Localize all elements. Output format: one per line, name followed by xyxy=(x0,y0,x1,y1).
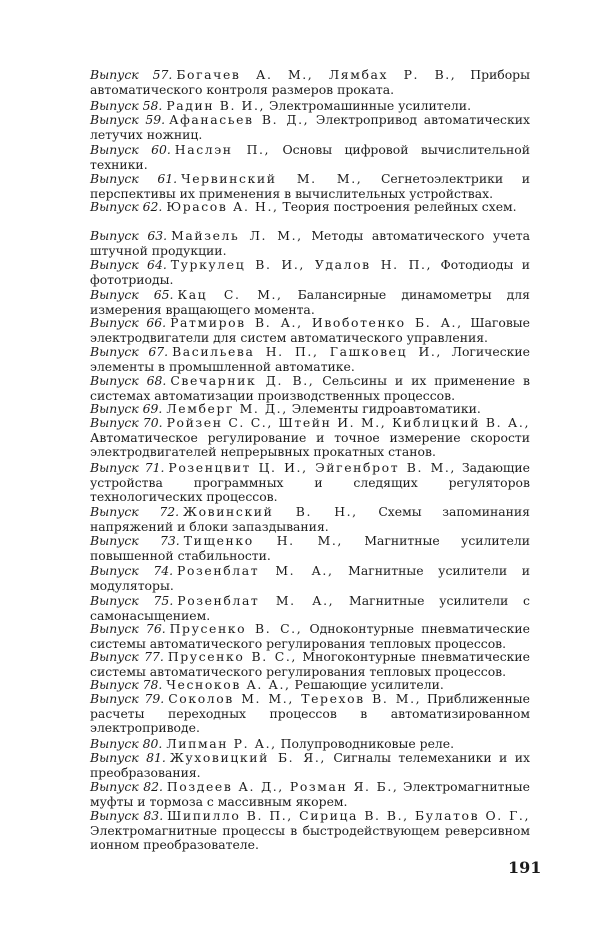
title: Приближенные расчеты переходных процессов в автоматизированном электроприводе. xyxy=(90,691,530,735)
bibliography-entry-76 xyxy=(90,622,530,651)
authors: Прусенко В. С., xyxy=(169,621,303,636)
title: Электромагнитные процессы в быстродействующем реверсивном ионном преобразователе. xyxy=(90,822,530,852)
issue-number: Выпуск 59. xyxy=(90,112,166,127)
title: Теория построения релейных схем. xyxy=(282,199,517,214)
authors: Чесноков А. А., xyxy=(166,677,291,692)
bibliography-entry-61 xyxy=(90,172,530,201)
authors: Липман Р. А., xyxy=(166,736,277,751)
issue-number: Выпуск 61. xyxy=(90,171,178,186)
issue-number: Выпуск 57. xyxy=(90,67,173,82)
authors: Ратмиров В. А., Ивоботенко Б. А., xyxy=(170,315,463,330)
bibliography-entry-73 xyxy=(90,534,530,563)
bibliography-entry-77 xyxy=(90,650,530,679)
authors: Розенблат М. А., xyxy=(177,563,334,578)
title: Методы автоматического учета штучной продукции. xyxy=(90,228,530,258)
bibliography-entry-83 xyxy=(90,809,530,853)
authors: Розенблат М. А., xyxy=(177,593,335,608)
issue-number: Выпуск 80. xyxy=(90,736,163,751)
title: Шаговые электродвигатели для систем автоматического управления. xyxy=(90,315,530,345)
authors: Шипилло В. П., Сирица В. В., Булатов О. Г., xyxy=(167,808,530,823)
authors: Наслэн П., xyxy=(174,142,271,157)
authors: Поздеев А. Д., Розман Я. Б., xyxy=(166,779,399,794)
title: Решающие усилители. xyxy=(294,677,444,692)
issue-number: Выпуск 77. xyxy=(90,649,164,664)
title: Элементы гидроавтоматики. xyxy=(291,401,481,416)
bibliography-entry-64 xyxy=(90,258,530,287)
title: Электромашинные усилители. xyxy=(269,98,472,113)
issue-number: Выпуск 81. xyxy=(90,750,166,765)
bibliography-entry-59 xyxy=(90,113,530,142)
issue-number: Выпуск 58. xyxy=(90,98,163,113)
authors: Юрасов А. Н., xyxy=(166,199,279,214)
authors: Радин В. И., xyxy=(166,98,266,113)
title: Автоматическое регулирование и точное измерение скорости электродвигателей непрерывных прокатных станов. xyxy=(90,429,530,459)
issue-number: Выпуск 69. xyxy=(90,401,163,416)
authors: Ройзен С. С., Штейн И. М., Киблицкий В. А., xyxy=(166,415,530,430)
issue-number: Выпуск 76. xyxy=(90,621,166,636)
title: Сегнетоэлектрики и перспективы их применения в вычислительных устройствах. xyxy=(90,171,530,201)
bibliography-entry-62 xyxy=(90,200,530,215)
title: Электропривод автоматических летучих ножниц. xyxy=(90,112,530,142)
authors: Лемберг М. Д., xyxy=(166,401,288,416)
authors: Кац С. М., xyxy=(177,287,283,302)
bibliography-entry-63 xyxy=(90,229,530,258)
bibliography-entry-72 xyxy=(90,505,530,534)
issue-number: Выпуск 79. xyxy=(90,691,165,706)
bibliography-entry-57 xyxy=(90,68,530,97)
issue-number: Выпуск 66. xyxy=(90,315,167,330)
bibliography-entry-81 xyxy=(90,751,530,780)
bibliography-entry-65 xyxy=(90,288,530,317)
title: Магнитные усилители с самонасыщением. xyxy=(90,593,530,623)
authors: Туркулец В. И., Удалов Н. П., xyxy=(170,257,433,272)
authors: Соколов М. М., Терехов В. М., xyxy=(168,691,422,706)
title: Сельсины и их применение в системах автоматизации производственных процессов. xyxy=(90,373,530,403)
issue-number: Выпуск 68. xyxy=(90,373,167,388)
authors: Червинский М. М., xyxy=(181,171,363,186)
title: Основы цифровой вычислительной техники. xyxy=(90,142,530,172)
title: Схемы запоминания напряжений и блоки запаздывания. xyxy=(90,504,530,534)
title: Полупроводниковые реле. xyxy=(280,736,455,751)
authors: Богачев А. М., Лямбах Р. В., xyxy=(176,67,457,82)
issue-number: Выпуск 70. xyxy=(90,415,163,430)
issue-number: Выпуск 62. xyxy=(90,199,163,214)
issue-number: Выпуск 71. xyxy=(90,460,165,475)
authors: Розенцвит Ц. И., Эйгенброт В. М., xyxy=(168,460,456,475)
bibliography-entry-79 xyxy=(90,692,530,736)
issue-number: Выпуск 78. xyxy=(90,677,163,692)
page-number: 191 xyxy=(508,858,542,877)
title: Многоконтурные пневматические системы автоматического регулирования тепловых процессов. xyxy=(90,649,530,679)
issue-number: Выпуск 74. xyxy=(90,563,174,578)
title: Сигналы телемеханики и их преобразования. xyxy=(90,750,530,780)
authors: Жовинский В. Н., xyxy=(183,504,358,519)
bibliography-entry-60 xyxy=(90,143,530,172)
issue-number: Выпуск 64. xyxy=(90,257,167,272)
title: Одноконтурные пневматические системы автоматического регулирования тепловых процессов. xyxy=(90,621,530,651)
bibliography-entry-71 xyxy=(90,461,530,505)
authors: Майзель Л. М., xyxy=(171,228,303,243)
issue-number: Выпуск 60. xyxy=(90,142,171,157)
issue-number: Выпуск 73. xyxy=(90,533,180,548)
title: Магнитные усилители повышенной стабильности. xyxy=(90,533,530,563)
title: Логические элементы в промышленной автоматике. xyxy=(90,344,530,374)
bibliography-entry-74 xyxy=(90,564,530,593)
issue-number: Выпуск 82. xyxy=(90,779,163,794)
authors: Свечарник Д. В., xyxy=(170,373,315,388)
issue-number: Выпуск 67. xyxy=(90,344,169,359)
bibliography-entry-70 xyxy=(90,416,530,460)
authors: Тищенко Н. М., xyxy=(183,533,343,548)
authors: Прусенко В. С., xyxy=(167,649,297,664)
bibliography-entry-66 xyxy=(90,316,530,345)
title: Электромагнитные муфты и тормоза с массивным якорем. xyxy=(90,779,530,809)
title: Фотодиоды и фототриоды. xyxy=(90,257,530,287)
title: Магнитные усилители и модуляторы. xyxy=(90,563,530,593)
issue-number: Выпуск 75. xyxy=(90,593,174,608)
issue-number: Выпуск 72. xyxy=(90,504,180,519)
bibliography-entry-82 xyxy=(90,780,530,809)
issue-number: Выпуск 83. xyxy=(90,808,164,823)
authors: Афанасьев В. Д., xyxy=(169,112,310,127)
bibliography-entry-75 xyxy=(90,594,530,623)
title: Балансирные динамометры для измерения вращающего момента. xyxy=(90,287,530,317)
bibliography-entry-68 xyxy=(90,374,530,403)
authors: Жуховицкий Б. Я., xyxy=(169,750,326,765)
title: Приборы автоматического контроля размеров проката. xyxy=(90,67,530,97)
issue-number: Выпуск 65. xyxy=(90,287,174,302)
title: Задающие устройства программных и следящих регуляторов технологических процессов. xyxy=(90,460,530,504)
issue-number: Выпуск 63. xyxy=(90,228,168,243)
bibliography-entry-67 xyxy=(90,345,530,374)
authors: Васильева Н. П., Гашковец И., xyxy=(172,344,442,359)
